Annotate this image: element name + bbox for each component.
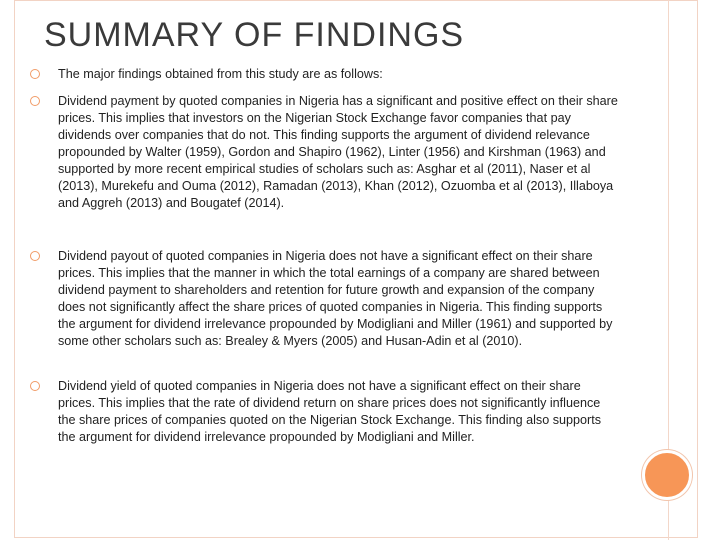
bullet-list	[30, 64, 620, 446]
bullet-circle-icon	[30, 69, 40, 79]
bullet-item	[30, 66, 620, 83]
bullet-item	[30, 378, 620, 446]
bullet-circle-icon	[30, 251, 40, 261]
bullet-circle-icon	[30, 96, 40, 106]
slide-title: SUMMARY OF FINDINGS	[44, 16, 465, 54]
bullet-text: The major findings obtained from this study are as follows:	[58, 67, 383, 81]
bullet-item	[30, 248, 620, 350]
accent-circle-decoration	[642, 450, 692, 500]
bullet-text: Dividend payment by quoted companies in Nigeria has a significant and positive effect on their share prices. This implies that investors on the Nigerian Stock Exchange favor companies that pay dividends over companies that do not. This finding supports the argument of dividend relevance propounded by Walter (1959), Gordon and Shapiro (1962), Linter (1956) and Kirshman (1963) and supported by more recent empirical studies of scholars such as: Asghar et al (2011), Naser et al (2013), Murekefu and Ouma (2012), Ramadan (2013), Khan (2012), Ozuomba et al (2013), Illaboya and Aggreh (2013) and Bougatef (2014).	[58, 94, 618, 210]
bullet-item	[30, 93, 620, 212]
bullet-circle-icon	[30, 381, 40, 391]
bullet-text: Dividend yield of quoted companies in Nigeria does not have a significant effect on their share prices. This implies that the rate of dividend return on share prices does not significantly influence the share prices of companies quoted on the Nigerian Stock Exchange. This finding also supports the argument for dividend irrelevance propounded by Modigliani and Miller.	[58, 379, 602, 444]
bullet-text: Dividend payout of quoted companies in Nigeria does not have a significant effect on their share prices. This implies that the manner in which the total earnings of a company are shared between dividend payment to shareholders and retention for future growth and expansion of the company does not significantly affect the share prices of quoted companies in Nigeria. This finding supports the argument for dividend irrelevance propounded by Modigliani and Miller (1961) and supported by some other scholars such as: Brealey & Myers (2005) and Husan-Adin et al (2010).	[58, 249, 613, 348]
